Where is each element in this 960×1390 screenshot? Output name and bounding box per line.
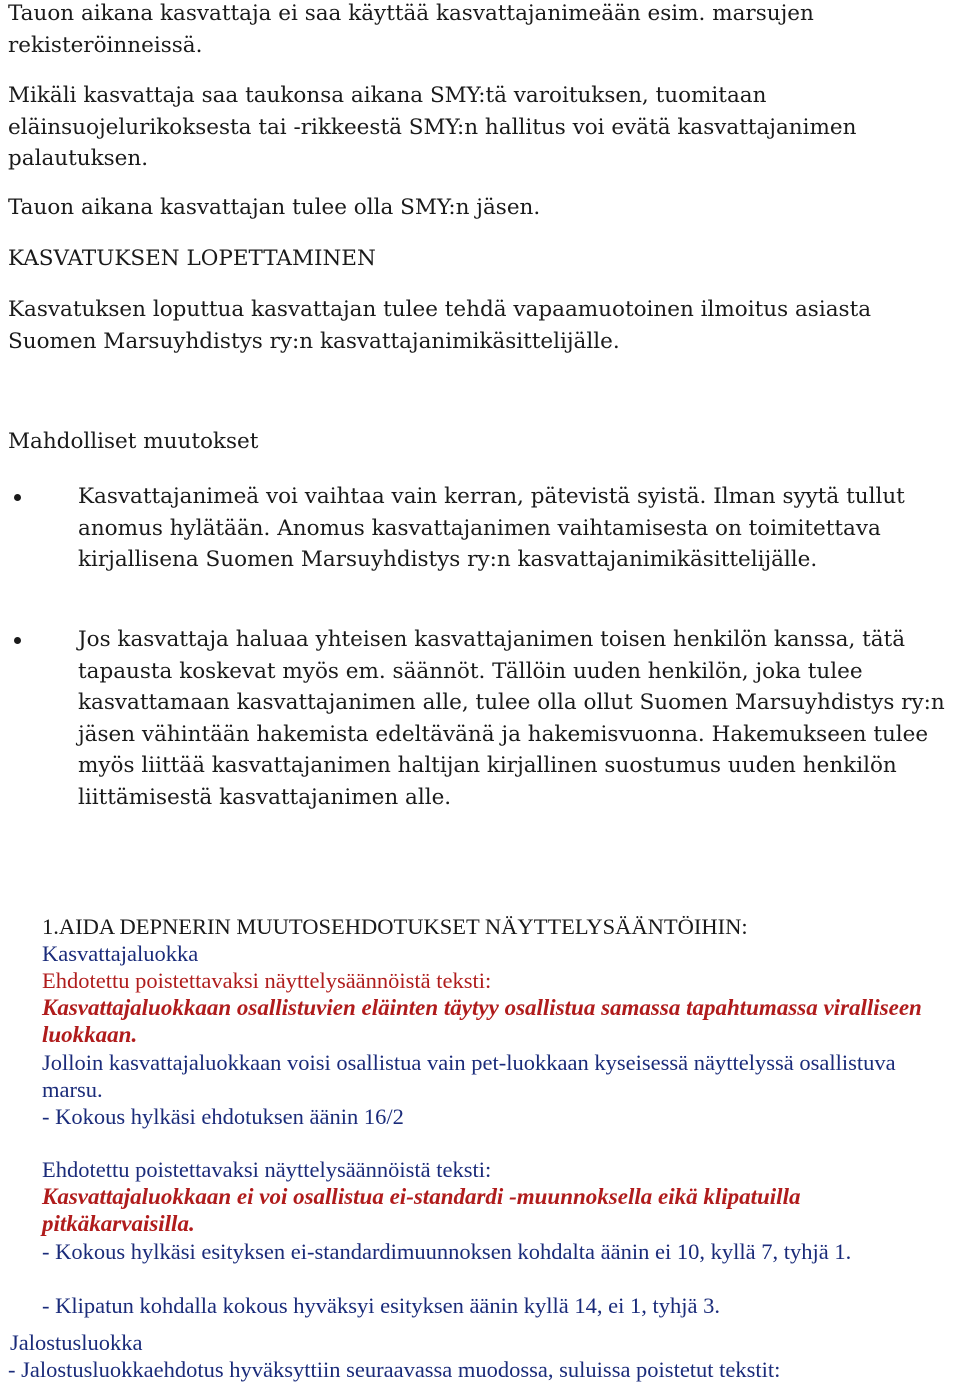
intro-paragraph-3: Tauon aikana kasvattajan tulee olla SMY:n jäsen.: [8, 195, 541, 220]
block2-label: Ehdotettu poistettavaksi näyttelysäännöistä teksti:: [42, 1157, 492, 1182]
bullet-icon: [14, 637, 21, 644]
kasvattajaluokka-subheading: Kasvattajaluokka: [42, 941, 199, 966]
block2-result-2: - Klipatun kohdalla kokous hyväksyi esityksen äänin kyllä 14, ei 1, tyhjä 3.: [42, 1293, 721, 1318]
list-item-text: Jos kasvattaja haluaa yhteisen kasvattajanimen toisen henkilön kanssa, tätä tapausta koskevat myös em. säännöt. Tällöin uuden henkilön, joka tulee kasvattamaan kasvattajanimen alle, tulee olla ollut Suomen Marsuyhdistys ry:n jäsen vähintään hakemista edeltävänä ja hakemisvuonna. Hakemukseen tulee myös liittää kasvattajanimen haltijan kirjallinen suostumus uuden henkilön liittämisestä kasvattajanimen alle.: [78, 627, 945, 810]
jalostusluokka-heading: Jalostusluokka: [10, 1330, 143, 1355]
block2-result-1: - Kokous hylkäsi esityksen ei-standardimuunnoksen kohdalta äänin ei 10, kyllä 7, tyhjä 1.: [42, 1239, 852, 1264]
list-item-text: Kasvattajanimeä voi vaihtaa vain kerran, pätevistä syistä. Ilman syytä tullut anomus hylätään. Anomus kasvattajanimen vaihtamisesta on toimitettava kirjallisena Suomen Marsuyhdistys ry:n kasvattajanimikäsittelijälle.: [78, 484, 905, 572]
jalostusluokka-text: - Jalostusluokkaehdotus hyväksyttiin seuraavassa muodossa, suluissa poistetut tekstit:: [8, 1357, 781, 1382]
block1-quote: Kasvattajaluokkaan osallistuvien eläinten täytyy osallistua samassa tapahtumassa viralliseen luokkaan.: [42, 995, 922, 1047]
lopettaminen-paragraph: Kasvatuksen loputtua kasvattajan tulee tehdä vapaamuotoinen ilmoitus asiasta Suomen Marsuyhdistys ry:n kasvattajanimikäsittelijälle.: [8, 297, 872, 354]
block1-result: - Kokous hylkäsi ehdotuksen äänin 16/2: [42, 1104, 404, 1129]
intro-paragraph-2: Mikäli kasvattaja saa taukonsa aikana SMY:tä varoituksen, tuomitaan eläinsuojelurikoksesta tai -rikkeestä SMY:n hallitus voi evätä kasvattajanimen palautuksen.: [8, 83, 857, 171]
aida-heading: 1.AIDA DEPNERIN MUUTOSEHDOTUKSET NÄYTTELYSÄÄNTÖIHIN:: [42, 914, 748, 939]
block1-explanation: Jolloin kasvattajaluokkaan voisi osallistua vain pet-luokkaan kyseisessä näyttelyssä osallistuva marsu.: [42, 1050, 896, 1102]
block1-label: Ehdotettu poistettavaksi näyttelysäännöistä teksti:: [42, 968, 492, 993]
section-heading-lopettaminen: KASVATUKSEN LOPETTAMINEN: [8, 246, 376, 271]
bullet-icon: [14, 494, 21, 501]
block2-quote: Kasvattajaluokkaan ei voi osallistua ei-standardi -muunnoksella eikä klipatuilla pitkäkarvaisilla.: [42, 1184, 801, 1236]
intro-paragraph-1: Tauon aikana kasvattaja ei saa käyttää kasvattajanimeään esim. marsujen rekisteröinneissä.: [8, 1, 814, 58]
section-heading-muutokset: Mahdolliset muutokset: [8, 429, 259, 454]
